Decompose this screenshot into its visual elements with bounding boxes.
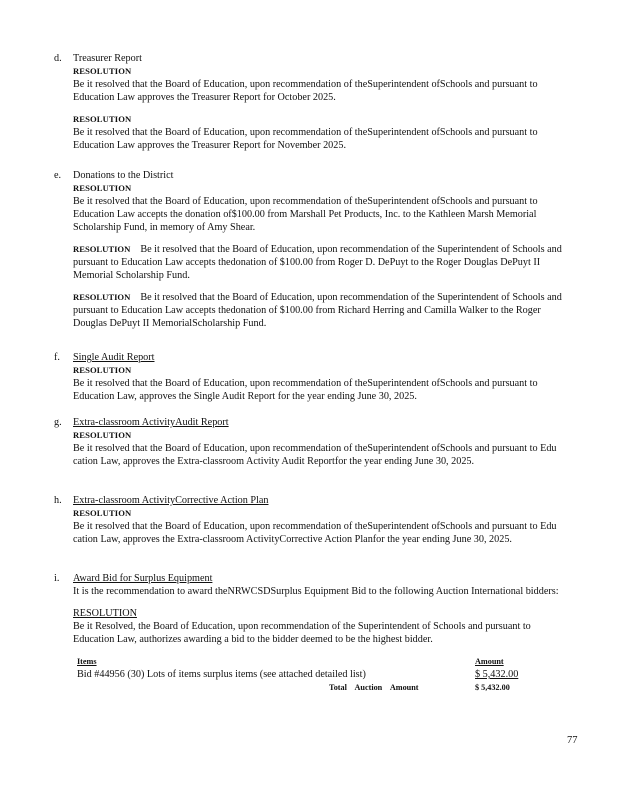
resolution-text: Be it resolved that the Board of Education, upon recommendation of theSuperintendent ofSchools and pursuant to Edu cation Law, approves the Extra-classroom ActivityCorrective Action Planfor the year ending June 30, 2025. <box>73 521 557 545</box>
item-title: Donations to the District <box>73 170 174 181</box>
resolution-label: RESOLUTION <box>73 183 132 193</box>
item-letter: f. <box>54 352 60 363</box>
total-amount: $ 5,432.00 <box>475 683 510 692</box>
item-title: Treasurer Report <box>73 53 142 64</box>
resolution-label: RESOLUTION <box>73 608 137 619</box>
intro-text: It is the recommendation to award theNRWCSDSurplus Equipment Bid to the following Auction International bidders: <box>73 586 559 597</box>
item-title: Extra-classroom ActivityCorrective Action Plan <box>73 495 269 506</box>
resolution-text: Be it resolved that the Board of Education, upon recommendation of theSuperintendent ofSchools and pursuant to Education Law, approves the Single Audit Report for the year ending June 30, 2025. <box>73 378 538 402</box>
bid-description: Bid #44956 (30) Lots of items surplus items (see attached detailed list) <box>77 669 366 680</box>
resolution-text: Be it resolved that the Board of Education, upon recommendation of theSuperintendent ofSchools and pursuant to Edu cation Law, approves the Extra-classroom Activity Audit Reportfor the year ending June 30, 2025. <box>73 443 557 467</box>
item-letter: e. <box>54 170 62 181</box>
table-total-row <box>77 681 574 694</box>
item-f-single-audit <box>54 351 574 403</box>
item-title: Extra-classroom ActivityAudit Report <box>73 417 229 428</box>
item-title: Single Audit Report <box>73 352 155 363</box>
resolution-label: RESOLUTION <box>73 66 132 76</box>
item-e-donations <box>54 169 574 330</box>
resolution-paragraph <box>73 291 574 330</box>
item-letter: i. <box>54 573 60 584</box>
resolution-text: Be it resolved that the Board of Education, upon recommendation of theSuperintendent ofSchools and pursuant to Education Law approves the Treasurer Report for October 2025. <box>73 79 538 103</box>
resolution-label: RESOLUTION <box>73 114 132 124</box>
bid-amount: $ 5,432.00 <box>475 669 519 680</box>
column-header-amount: Amount <box>475 657 504 666</box>
item-letter: d. <box>54 53 62 64</box>
resolution-label: RESOLUTION <box>73 244 131 254</box>
column-header-items: Items <box>77 657 97 666</box>
total-label: Total Auction Amount <box>329 683 419 692</box>
item-title: Award Bid for Surplus Equipment <box>73 573 213 584</box>
resolution-label: RESOLUTION <box>73 508 132 518</box>
item-g-extraclassroom-audit <box>54 416 574 468</box>
resolution-text: Be it resolved that the Board of Education, upon recommendation of the Superintendent of Schools and pursuant to Education Law accepts thedonation of $100.00 from Roger D. DePuyt to the Roger Douglas DePuyt II Memorial Scholarship Fund. <box>73 244 562 281</box>
bid-table <box>77 655 574 694</box>
item-i-award-bid <box>54 572 574 694</box>
resolution-text: Be it Resolved, the Board of Education, upon recommendation of the Superintendent of Schools and pursuant to Education Law, authorizes awarding a bid to the bidder deemed to be the highest bidder. <box>73 621 531 645</box>
resolution-paragraph <box>73 243 574 282</box>
resolution-text: Be it resolved that the Board of Education, upon recommendation of theSuperintendent ofSchools and pursuant to Education Law approves the Treasurer Report for November 2025. <box>73 127 538 151</box>
resolution-text: Be it resolved that the Board of Education, upon recommendation of theSuperintendent ofSchools and pursuant to Education Law accepts the donation of$100.00 from Marshall Pet Products, Inc. to the Kathleen Marsh Memorial Scholarship Fund, in memory of Amy Shear. <box>73 196 538 233</box>
resolution-text: Be it resolved that the Board of Education, upon recommendation of the Superintendent of Schools and pursuant to Education Law accepts thedonation of $100.00 from Richard Herring and Camilla Walker to the Roger Douglas DePuyt II MemorialScholarship Fund. <box>73 292 562 329</box>
resolution-label: RESOLUTION <box>73 292 131 302</box>
table-row <box>77 668 574 681</box>
item-letter: h. <box>54 495 62 506</box>
item-letter: g. <box>54 417 62 428</box>
resolution-label: RESOLUTION <box>73 430 132 440</box>
item-h-corrective-action <box>54 494 574 546</box>
table-header-row <box>77 655 574 668</box>
resolution-label: RESOLUTION <box>73 365 132 375</box>
item-d-treasurer-report <box>54 52 574 152</box>
page-number: 77 <box>567 735 578 746</box>
